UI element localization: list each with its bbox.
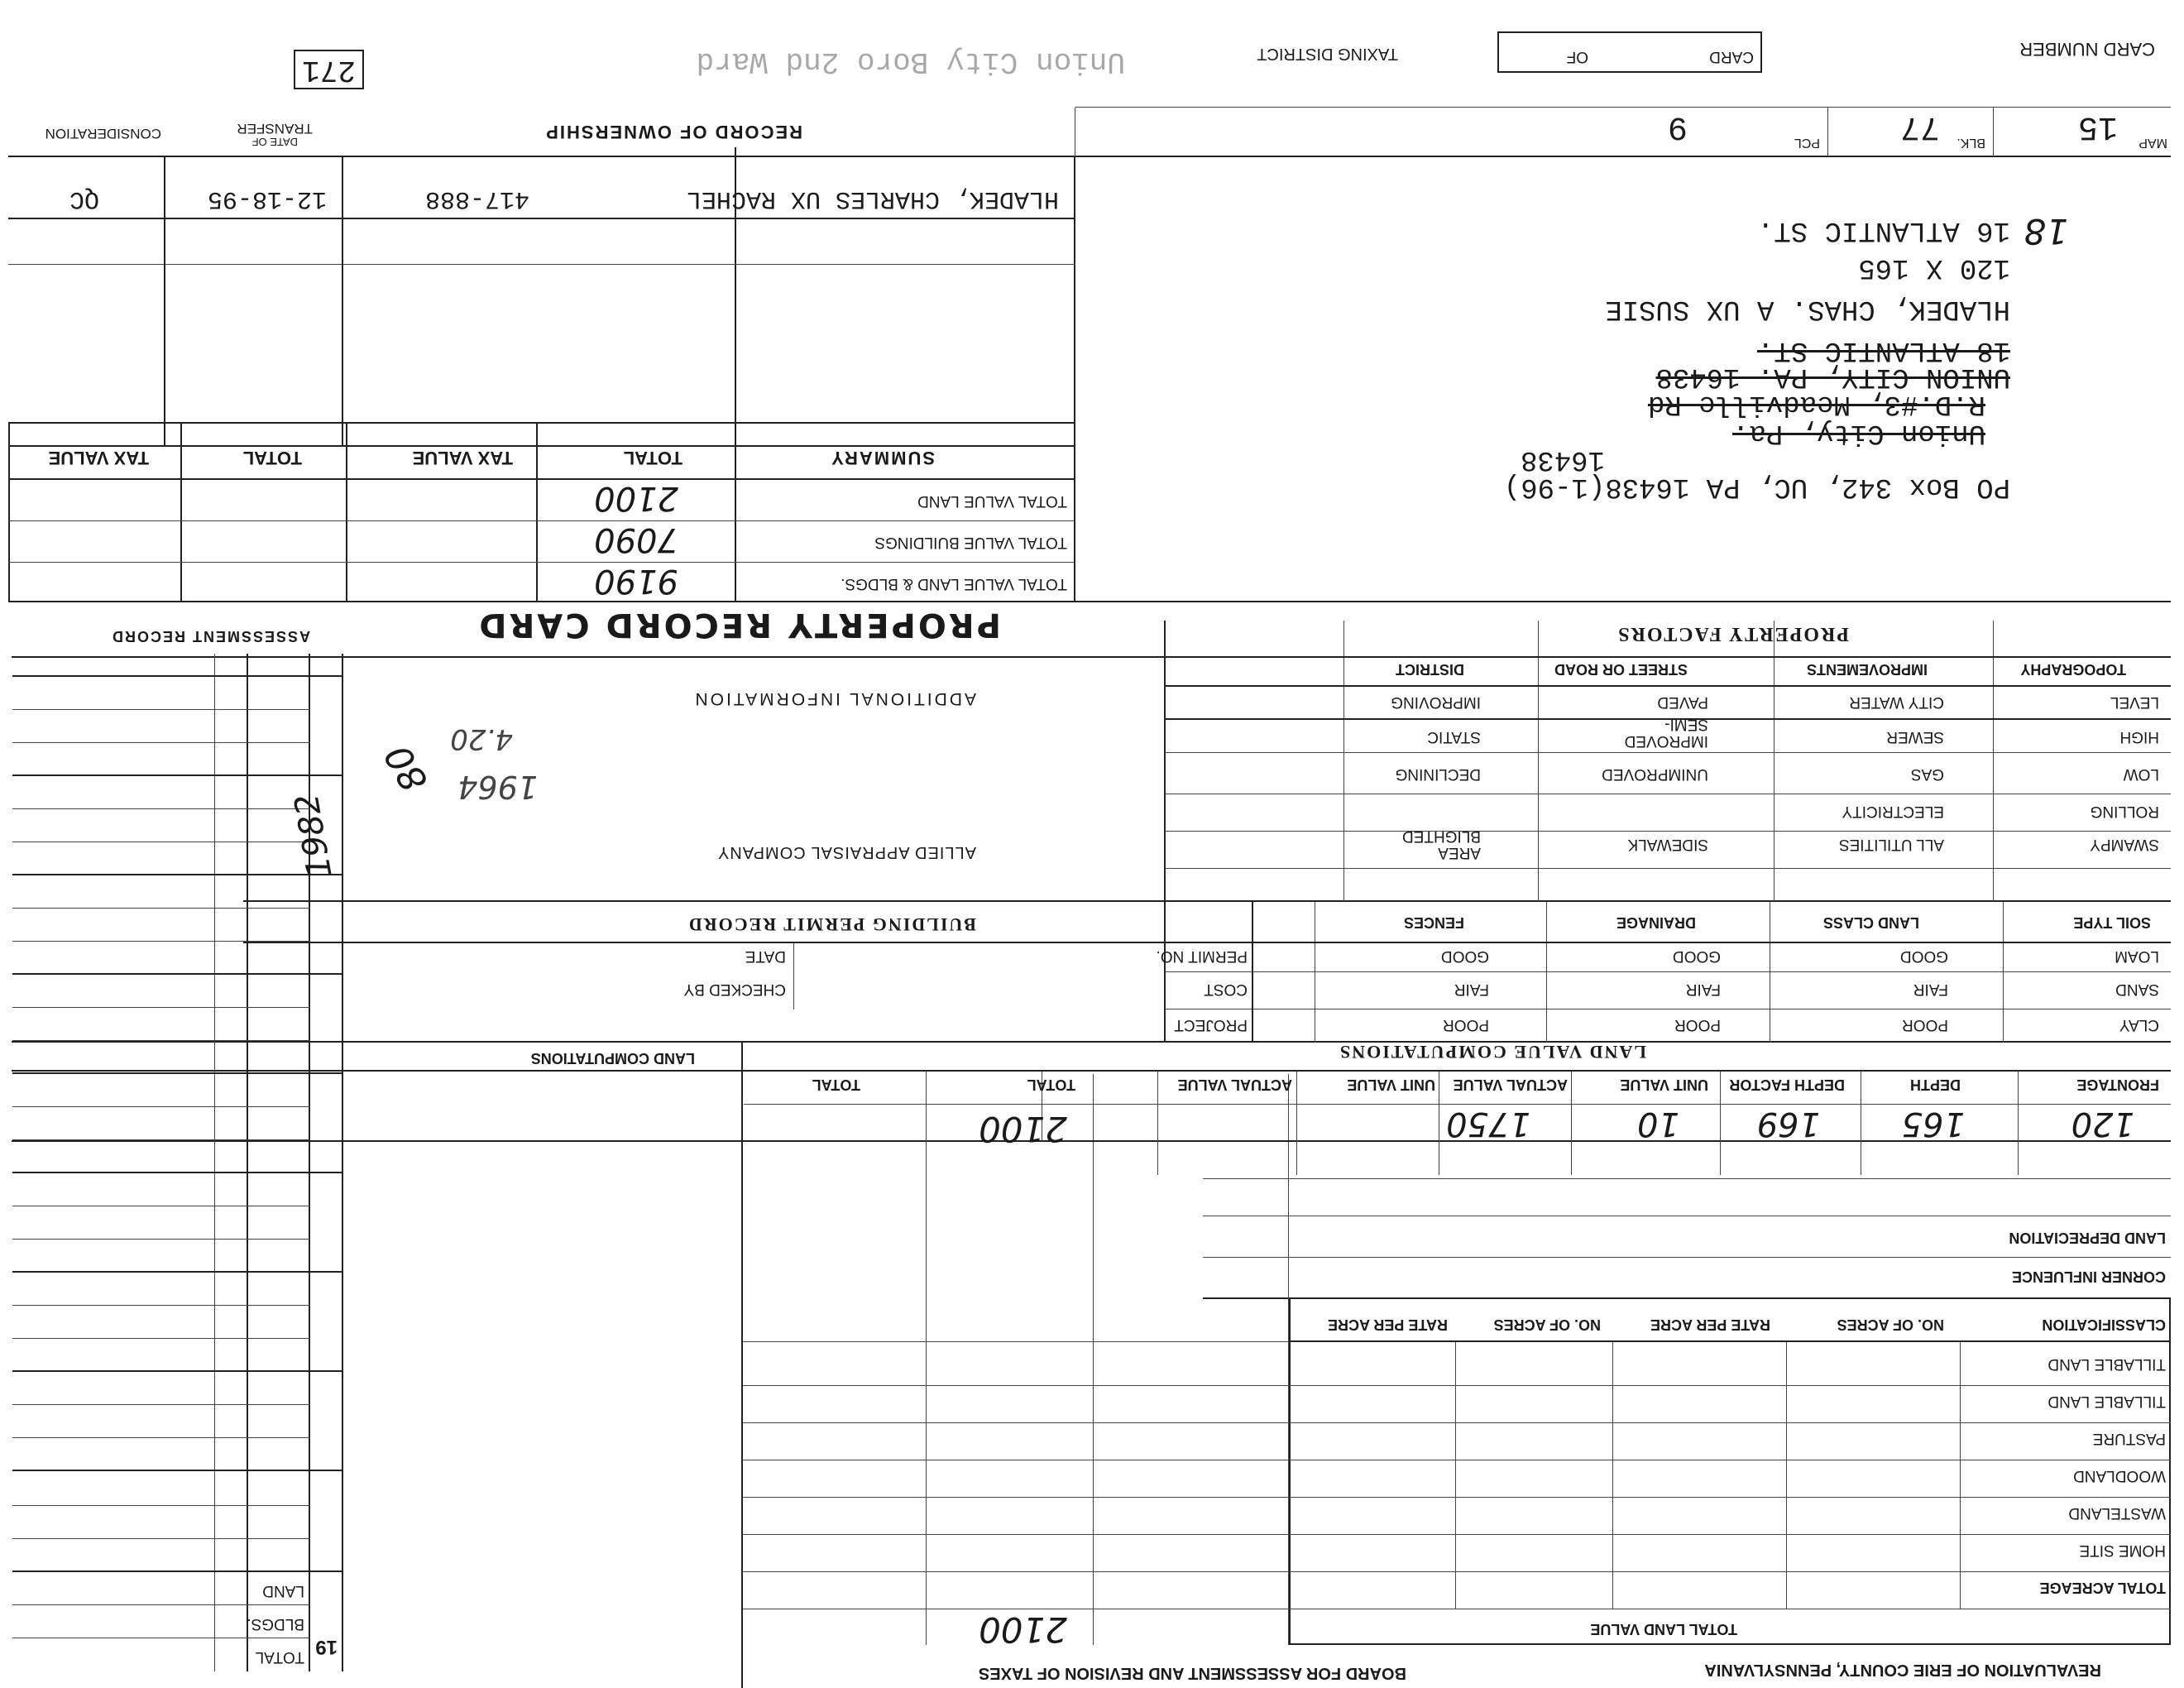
lvc-header-total-2: TOTAL — [812, 1077, 860, 1093]
pcl-label: PCL — [1794, 136, 1820, 150]
land-computations-label: LAND COMPUTATIONS — [530, 1050, 695, 1067]
assess-written-1982: 1982 — [287, 790, 340, 881]
street-semi: SEMI- — [1664, 716, 1708, 733]
drainage-good: GOOD — [1672, 947, 1721, 965]
ownership-title: RECORD OF OWNERSHIP — [544, 122, 802, 142]
improvements-city-water: CITY WATER — [1849, 693, 1944, 711]
ownership-consideration: QC — [69, 185, 99, 213]
classification-header: CLASSIFICATION — [2042, 1316, 2166, 1333]
map-number: 15 — [2077, 108, 2118, 145]
additional-note-1964: 1964 — [457, 769, 538, 805]
land-class-poor: POOR — [1902, 1016, 1948, 1033]
lvc-header-frontage: FRONTAGE — [2076, 1077, 2159, 1093]
land-value-panel — [1289, 1297, 2171, 1645]
district-area: AREA — [1438, 844, 1481, 861]
topography-low: LOW — [2123, 765, 2159, 783]
drainage-poor: POOR — [1674, 1016, 1721, 1033]
blk-number: 77 — [1899, 108, 1940, 145]
lvc-frontage-value: 120 — [2071, 1105, 2134, 1143]
soil-type-header: SOIL TYPE — [2073, 914, 2151, 931]
permit-no-label: PERMIT NO. — [1156, 947, 1248, 965]
district-stamp: Union City Boro 2nd Ward — [696, 45, 1125, 79]
fences-good: GOOD — [1440, 947, 1489, 965]
summary-total-header-2: TOTAL — [242, 448, 302, 468]
topography-swampy: SWAMPY — [2090, 836, 2159, 853]
card-number-label: CARD NUMBER — [2019, 39, 2155, 60]
assess-written-80: 80 — [376, 737, 437, 799]
improvements-header: IMPROVEMENTS — [1806, 661, 1928, 678]
total-land-value-written: 2100 — [979, 1609, 1067, 1650]
soil-clay: CLAY — [2119, 1016, 2159, 1033]
summary-total-land-bldgs: 9190 — [594, 562, 678, 600]
owner-address-line-9: 16 ATLANTIC ST. — [1756, 214, 2010, 246]
street-unimproved: UNIMPROVED — [1602, 765, 1708, 783]
of-label: OF — [1566, 48, 1588, 65]
owner-address-line-1: PO Box 342, UC, PA 16438(1-96) — [1503, 471, 2010, 502]
taxing-district-label: TAXING DISTRICT — [1257, 45, 1398, 63]
summary-total-header: TOTAL — [623, 448, 682, 468]
summary-tax-value-header-2: TAX VALUE — [48, 448, 149, 468]
owner-address-hand-number: 18 — [2024, 211, 2068, 252]
lvc-header-depth-factor: DEPTH FACTOR — [1729, 1077, 1845, 1093]
district-stamp-number: 271 — [294, 50, 364, 89]
soil-sand: SAND — [2115, 981, 2159, 998]
owner-address-line-4: R.D.#3, Meadville Rd — [1647, 388, 1985, 420]
corner-influence-label: CORNER INFLUENCE — [2011, 1268, 2166, 1285]
ownership-consideration-header: CONSIDERATION — [45, 126, 161, 141]
board-title: BOARD FOR ASSESSMENT AND REVISION OF TAXES — [978, 1664, 1406, 1682]
permit-cost-label: COST — [1204, 981, 1248, 998]
ownership-date-of: DATE OF — [251, 136, 298, 148]
acreage-row-pasture: PASTURE — [2092, 1430, 2166, 1447]
summary-tax-value-header: TAX VALUE — [412, 448, 513, 468]
land-class-good: GOOD — [1899, 947, 1948, 965]
summary-total-land: 2100 — [594, 479, 678, 517]
lvc-header-total-1: TOTAL — [1027, 1077, 1075, 1093]
land-depreciation-label: LAND DEPRECIATION — [2009, 1230, 2166, 1246]
owner-address-line-8: 120 X 165 — [1858, 252, 2010, 283]
fences-header: FENCES — [1403, 914, 1464, 931]
district-header: DISTRICT — [1396, 661, 1464, 678]
permit-project-label: PROJECT — [1174, 1016, 1248, 1033]
additional-info-title: ADDITIONAL INFORMATION — [692, 689, 976, 708]
lvc-header-actual-value-2: ACTUAL VALUE — [1177, 1077, 1292, 1093]
soil-loam: LOAM — [2115, 947, 2159, 965]
permit-date-label: DATE — [745, 947, 786, 965]
rate-per-acre-header-1: RATE PER ACRE — [1650, 1316, 1770, 1333]
district-declining: DECLINING — [1395, 765, 1481, 783]
fences-fair: FAIR — [1454, 981, 1489, 998]
lvc-total-value: 2100 — [979, 1109, 1067, 1149]
acreage-row-woodland: WOODLAND — [2073, 1467, 2166, 1484]
summary-label-land-bldgs: TOTAL VALUE LAND & BLDGS. — [841, 575, 1067, 592]
drainage-header: DRAINAGE — [1616, 914, 1696, 931]
lvc-header-unit-value-2: UNIT VALUE — [1347, 1077, 1435, 1093]
acreage-row-home-site: HOME SITE — [2079, 1542, 2166, 1559]
street-improved: IMPROVED — [1624, 732, 1708, 750]
total-land-value-label: TOTAL LAND VALUE — [1590, 1621, 1737, 1638]
rate-per-acre-header-2: RATE PER ACRE — [1327, 1316, 1448, 1333]
ownership-date: 12-18-95 — [207, 185, 327, 213]
ownership-transfer-header: TRANSFER — [237, 121, 313, 137]
blk-label: BLK. — [1956, 136, 1985, 150]
street-paved: PAVED — [1657, 693, 1708, 711]
owner-address-line-5: UNION CITY, PA. 16438 — [1655, 361, 2010, 392]
topography-header: TOPOGRAPHY — [2020, 661, 2126, 678]
lvc-depth-factor-value: 169 — [1756, 1105, 1820, 1143]
summary-total-buildings: 7090 — [594, 520, 678, 559]
assess-row-bldgs: BLDGS. — [247, 1615, 304, 1633]
ownership-deed: 417-888 — [424, 185, 529, 213]
improvements-gas: GAS — [1910, 765, 1944, 783]
assess-row-total: TOTAL — [255, 1648, 304, 1666]
ownership-owner: HLADEK, CHARLES UX RACHEL — [686, 185, 1059, 213]
building-permit-title: BUILDING PERMIT RECORD — [687, 914, 976, 935]
topography-level: LEVEL — [2110, 693, 2159, 711]
lvc-actual-value: 1750 — [1446, 1105, 1530, 1143]
land-class-fair: FAIR — [1913, 981, 1948, 998]
pcl-number: 9 — [1667, 108, 1688, 145]
assess-row-land: LAND — [262, 1582, 304, 1599]
lvc-header-depth: DEPTH — [1909, 1077, 1961, 1093]
fences-poor: POOR — [1443, 1016, 1489, 1033]
topography-high: HIGH — [2119, 728, 2159, 746]
lvc-depth-value: 165 — [1901, 1105, 1965, 1143]
street-header: STREET OR ROAD — [1554, 661, 1688, 678]
assess-year-prefix: 19 — [315, 1636, 338, 1658]
additional-note-420: 4.20 — [450, 722, 513, 755]
owner-address-line-3: Union City, Pa. — [1731, 417, 1985, 448]
summary-label-buildings: TOTAL VALUE BUILDINGS — [874, 534, 1067, 551]
street-sidewalk: SIDEWALK — [1627, 836, 1708, 853]
lvc-unit-value: 10 — [1637, 1105, 1679, 1143]
lvc-title: LAND VALUE COMPUTATIONS — [1339, 1042, 1646, 1062]
lvc-header-unit-value-1: UNIT VALUE — [1620, 1077, 1708, 1093]
permit-checked-by-label: CHECKED BY — [683, 981, 786, 998]
acreage-row-wasteland: WASTELAND — [2068, 1504, 2166, 1522]
acreage-row-tillable-2: TILLABLE LAND — [2048, 1355, 2166, 1373]
summary-label-land: TOTAL VALUE LAND — [917, 492, 1067, 510]
district-improving: IMPROVING — [1391, 693, 1481, 711]
acreage-row-total-acreage: TOTAL ACREAGE — [2039, 1580, 2166, 1596]
appraisal-company: ALLIED APPRAISAL COMPANY — [717, 843, 976, 861]
owner-address-line-2: 16438 — [1520, 444, 1605, 475]
land-class-header: LAND CLASS — [1823, 914, 1919, 931]
property-factors-title: PROPERTY FACTORS — [1616, 623, 1849, 645]
drainage-fair: FAIR — [1685, 981, 1721, 998]
improvements-electricity: ELECTRICITY — [1842, 803, 1944, 820]
district-blighted: BLIGHTED — [1401, 827, 1481, 845]
no-of-acres-header-2: NO. OF ACRES — [1493, 1316, 1601, 1333]
owner-address-line-7: HLADEK, CHAS. A UX SUSIE — [1605, 293, 2010, 324]
owner-address-line-6: 18 ATLANTIC ST. — [1756, 334, 2010, 366]
revaluation-title: REVALUATION OF ERIE COUNTY, PENNSYLVANIA — [1704, 1661, 2101, 1679]
improvements-all-utilities: ALL UTILITIES — [1838, 836, 1944, 853]
acreage-row-tillable-1: TILLABLE LAND — [2048, 1393, 2166, 1410]
assessment-record-title: ASSESSMENT RECORD — [110, 628, 310, 645]
card-label: CARD — [1709, 48, 1754, 65]
summary-title: SUMMARY — [830, 448, 935, 468]
no-of-acres-header-1: NO. OF ACRES — [1837, 1316, 1944, 1333]
lvc-header-actual-value-1: ACTUAL VALUE — [1453, 1077, 1568, 1093]
district-static: STATIC — [1427, 728, 1481, 746]
map-label: MAP — [2138, 136, 2167, 150]
topography-rolling: ROLLING — [2090, 803, 2159, 820]
card-title: PROPERTY RECORD CARD — [477, 606, 1001, 644]
improvements-sewer: SEWER — [1886, 728, 1944, 746]
